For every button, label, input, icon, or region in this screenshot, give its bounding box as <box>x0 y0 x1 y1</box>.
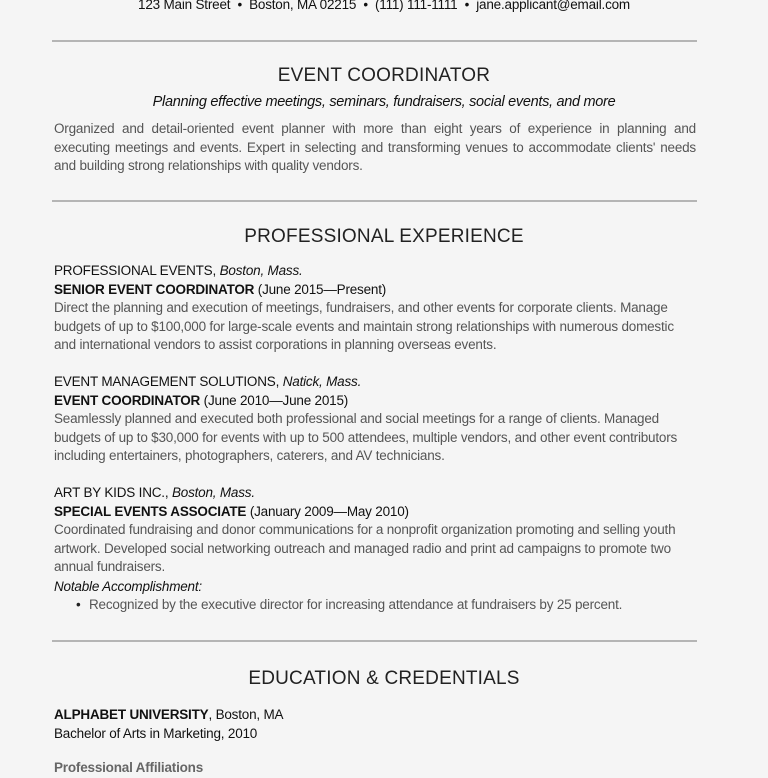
job-description: Coordinated fundraising and donor communications for a nonprofit organization promoting and selling youth artwork. Developed social networking outreach and managed radio and print ad campaigns to promote two annual fundraisers. <box>54 522 676 574</box>
job-entry <box>54 484 696 615</box>
divider <box>52 640 697 642</box>
job-title: SPECIAL EVENTS ASSOCIATE <box>54 503 247 519</box>
job-dates: (June 2010—June 2015) <box>203 392 349 408</box>
degree: Bachelor of Arts in Marketing, 2010 <box>54 725 258 741</box>
job-description: Seamlessly planned and executed both professional and social meetings for a range of clients. Managed budgets of up to $30,000 for events with up to 500 attendees, multiple vendors, and other event contributors including entertainers, photographers, caterers, and AV technicians. <box>54 411 678 463</box>
job-description: Direct the planning and execution of meetings, fundraisers, and other events for corporate clients. Manage budgets of up to $100,000 for large-scale events and maintain strong relationships with numerous domestic and international vendors to assist corporations in planning overseas events. <box>54 300 674 352</box>
separator: • <box>464 0 470 12</box>
job-entry <box>54 262 696 355</box>
resume-title: EVENT COORDINATOR <box>277 65 491 86</box>
job-entry <box>54 373 696 466</box>
contact-address: 123 Main Street <box>138 0 231 12</box>
education-heading: EDUCATION & CREDENTIALS <box>248 668 520 689</box>
company: EVENT MANAGEMENT SOLUTIONS, <box>54 374 280 389</box>
separator: • <box>363 0 368 12</box>
contact-city: Boston, MA 02215 <box>249 0 357 12</box>
summary: Organized and detail-oriented event planner with more than eight years of experience in planning and executing meetings and events. Expert in selecting and transforming venues to accommodate clients' needs and building strong relationships with quality vendors. <box>54 121 696 173</box>
job-dates: (January 2009—May 2010) <box>249 503 409 519</box>
contact-line <box>0 0 768 12</box>
company: ART BY KIDS INC., <box>54 485 169 500</box>
resume-tagline: Planning effective meetings, seminars, fundraisers, social events, and more <box>152 94 616 110</box>
accomplishment-bullet: • Recognized by the executive director for increasing attendance at fundraisers by 25 percent. <box>54 596 696 615</box>
job-title: SENIOR EVENT COORDINATOR <box>54 281 255 297</box>
contact-phone: (111) 111-1111 <box>374 0 458 12</box>
company: PROFESSIONAL EVENTS, <box>54 263 217 278</box>
divider <box>52 40 697 42</box>
location: Natick, Mass. <box>282 374 362 389</box>
job-title: EVENT COORDINATOR <box>54 392 201 408</box>
divider <box>52 200 697 202</box>
school-name: ALPHABET UNIVERSITY <box>54 707 209 722</box>
affiliations-label: Professional Affiliations <box>54 760 204 775</box>
school-location: , Boston, MA <box>208 707 284 722</box>
job-dates: (June 2015—Present) <box>257 281 387 297</box>
accomplishment-label: Notable Accomplishment: <box>54 578 202 594</box>
experience-heading: PROFESSIONAL EXPERIENCE <box>244 226 524 247</box>
contact-email: jane.applicant@email.com <box>476 0 630 12</box>
location: Boston, Mass. <box>171 485 255 500</box>
education-entry <box>54 706 696 743</box>
location: Boston, Mass. <box>219 263 303 278</box>
separator: • <box>237 0 242 12</box>
